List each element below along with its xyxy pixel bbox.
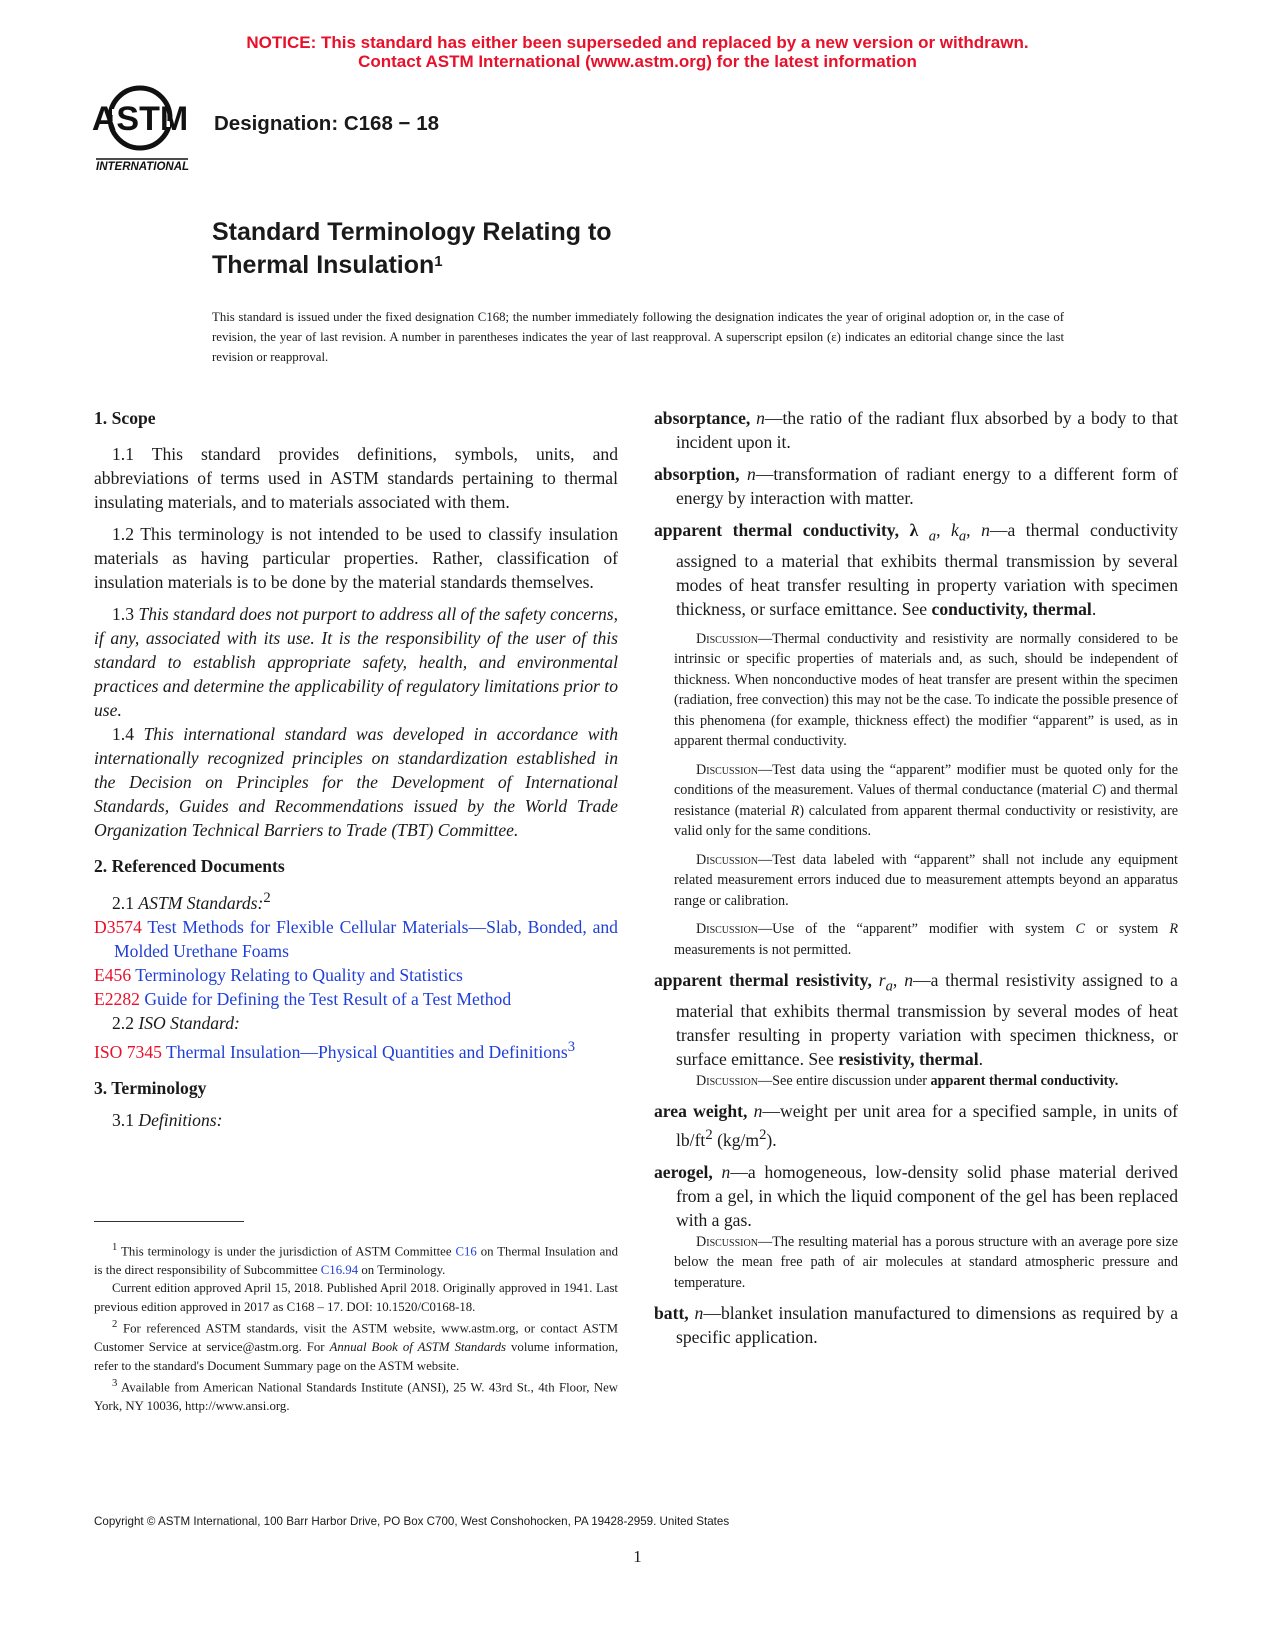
notice-line-1: NOTICE: This standard has either been superseded and replaced by a new version or withdrawn. <box>246 33 1029 52</box>
reference-e456[interactable]: E456 Terminology Relating to Quality and Statistics <box>94 964 463 985</box>
logo-mark: ASTM <box>92 100 189 138</box>
reference-iso-7345[interactable]: ISO 7345 Thermal Insulation—Physical Quantities and Definitions$^3$ <box>94 1038 576 1062</box>
title-footnote-ref[interactable]: 1 <box>434 253 443 270</box>
paragraph-1-4: 1.4 This international standard was developed in accordance with internationally recognized principles on standardization established in the Decision on Principles for the Development of International Standards, Guides and Recommendations issued by the World Trade Organization Technical Barriers to Trade (TBT) Committee. <box>94 724 618 840</box>
footnote-1-edition: Current edition approved April 15, 2018. Published April 2018. Originally approved in 1941. Last previous edition approved in 2017 as C168 – 17. DOI: 10.1520/C0168-18. <box>94 1281 618 1314</box>
document-title <box>212 216 612 282</box>
footnote-separator <box>94 1221 244 1222</box>
footnote-2: $^2$ For referenced ASTM standards, visit the ASTM website, www.astm.org, or contact ASTM Customer Service at service@astm.org. For Annual Book of ASTM Standards volume information, refer to the standard's Document Summary page on the ASTM website. <box>94 1319 619 1373</box>
discussion-atr-1: Discussion—See entire discussion under apparent thermal conductivity. <box>696 1072 1119 1089</box>
discussion-atc-4: Discussion—Use of the “apparent” modifier with system C or system R measurements is not permitted. <box>674 921 1179 958</box>
section-heading-referenced-documents: 2. Referenced Documents <box>94 856 285 876</box>
copyright-line: Copyright © ASTM International, 100 Barr Harbor Drive, PO Box C700, West Conshohocken, PA 19428-2959. United States <box>94 1515 730 1528</box>
term-absorption: absorption, n—transformation of radiant energy to a different form of energy by interaction with matter. <box>654 464 1178 508</box>
discussion-atc-3: Discussion—Test data labeled with “apparent” shall not include any equipment related measurement errors induced due to measurement attempts beyond an apparatus range or calibration. <box>674 851 1178 909</box>
term-aerogel: aerogel, n—a homogeneous, low-density solid phase material derived from a gel, in which the liquid component of the gel has been replaced with a gas. <box>654 1161 1178 1230</box>
subsection-2-2: 2.2 ISO Standard: <box>112 1012 240 1033</box>
reference-d3574[interactable]: D3574 Test Methods for Flexible Cellular Materials—Slab, Bonded, and Molded Urethane Foams <box>94 916 618 961</box>
notice-line-2: Contact ASTM International (www.astm.org) for the latest information <box>358 52 917 71</box>
page-number: 1 <box>633 1547 642 1566</box>
footnote-3: $^3$ Available from American National Standards Institute (ANSI), 25 W. 43rd St., 4th Floor, New York, NY 10036, http://www.ansi.org. <box>94 1378 618 1413</box>
subsection-2-1: 2.1 ASTM Standards:$^2$ <box>112 890 271 913</box>
term-apparent-thermal-conductivity: apparent thermal conductivity, λ $_a$, $k_a$, n—a thermal conductivity assigned to a material that exhibits thermal transmission by several modes of heat transfer resulting in property variation with specimen thickness, or surface emittance. See conductivity, thermal. <box>654 520 1179 619</box>
paragraph-1-3: 1.3 This standard does not purport to address all of the safety concerns, if any, associated with its use. It is the responsibility of the user of this standard to establish appropriate safety, health, and environmental practices and determine the applicability of regulatory limitations prior to use. <box>94 604 618 720</box>
logo-international-text: INTERNATIONAL <box>96 161 190 173</box>
term-area-weight: area weight, n—weight per unit area for a specified sample, in units of $lb/ft^2$ $(kg/m^2)$. <box>654 1101 1178 1150</box>
paragraph-1-1: 1.1 This standard provides definitions, symbols, units, and abbreviations of terms used in ASTM standards pertaining to thermal insulating materials, and to materials associated with them. <box>94 444 618 512</box>
designation: Designation: C168 − 18 <box>214 112 440 135</box>
subsection-3-1: 3.1 Definitions: <box>112 1109 223 1130</box>
reference-e2282[interactable]: E2282 Guide for Defining the Test Result of a Test Method <box>94 988 512 1009</box>
left-column <box>94 406 618 1132</box>
issuance-note: This standard is issued under the fixed designation C168; the number immediately following the designation indicates the year of original adoption or, in the case of revision, the year of last revision. A number in parentheses indicates the year of last reapproval. A superscript epsilon (ε) indicates an editorial change since the last revision or reapproval. <box>212 310 1064 364</box>
section-heading-terminology: 3. Terminology <box>94 1077 207 1098</box>
discussion-atc-2: Discussion—Test data using the “apparent” modifier must be quoted only for the conditions of the measurement. Values of thermal conductance (material C) and thermal resistance (material R) calculated from apparent thermal conductivity or resistivity, are valid only for the same conditions. <box>674 761 1179 840</box>
paragraph-1-2: 1.2 This terminology is not intended to be used to classify insulation materials as having particular properties. Rather, classification of insulation materials is to be done by the material standards themselves. <box>94 524 618 592</box>
term-absorptance: absorptance, n—the ratio of the radiant flux absorbed by a body to that incident upon it. <box>654 408 1178 452</box>
right-column <box>654 406 1178 1349</box>
term-apparent-thermal-resistivity: apparent thermal resistivity, $r_a$, n—a thermal resistivity assigned to a material that exhibits thermal transmission by several modes of heat transfer resulting in property variation with specimen thickness, or surface emittance. See resistivity, thermal. <box>654 970 1178 1069</box>
term-batt: batt, n—blanket insulation manufactured to dimensions as required by a specific application. <box>654 1303 1179 1348</box>
title-line-1: Standard Terminology Relating to <box>212 218 612 246</box>
footnotes <box>94 1239 618 1415</box>
discussion-atc-1: Discussion—Thermal conductivity and resistivity are normally considered to be intrinsic or specific properties of materials and, as such, should be independent of thickness. When nonconductive modes of heat transfer are present within the specimen (radiation, free convection) this may not be the case. To indicate the possible presence of this phenomena (for example, thickness effect) the modifier “apparent” is used, as in apparent thermal conductivity. <box>674 630 1178 750</box>
committee-link[interactable]: C16 <box>455 1244 477 1259</box>
discussion-aerogel-1: Discussion—The resulting material has a porous structure with an average pore size below the mean free path of air molecules at standard atmospheric pressure and temperature. <box>674 1233 1178 1291</box>
supersession-notice <box>0 33 1275 71</box>
title-line-2: Thermal Insulation <box>212 251 435 279</box>
footnote-1: $^1$ This terminology is under the jurisdiction of ASTM Committee C16 on Thermal Insulation and is the direct responsibility of Subcommittee C16.94 on Terminology. <box>94 1242 619 1277</box>
subcommittee-link[interactable]: C16.94 <box>320 1262 359 1277</box>
astm-logo <box>92 82 200 174</box>
section-heading-scope: 1. Scope <box>94 408 156 428</box>
